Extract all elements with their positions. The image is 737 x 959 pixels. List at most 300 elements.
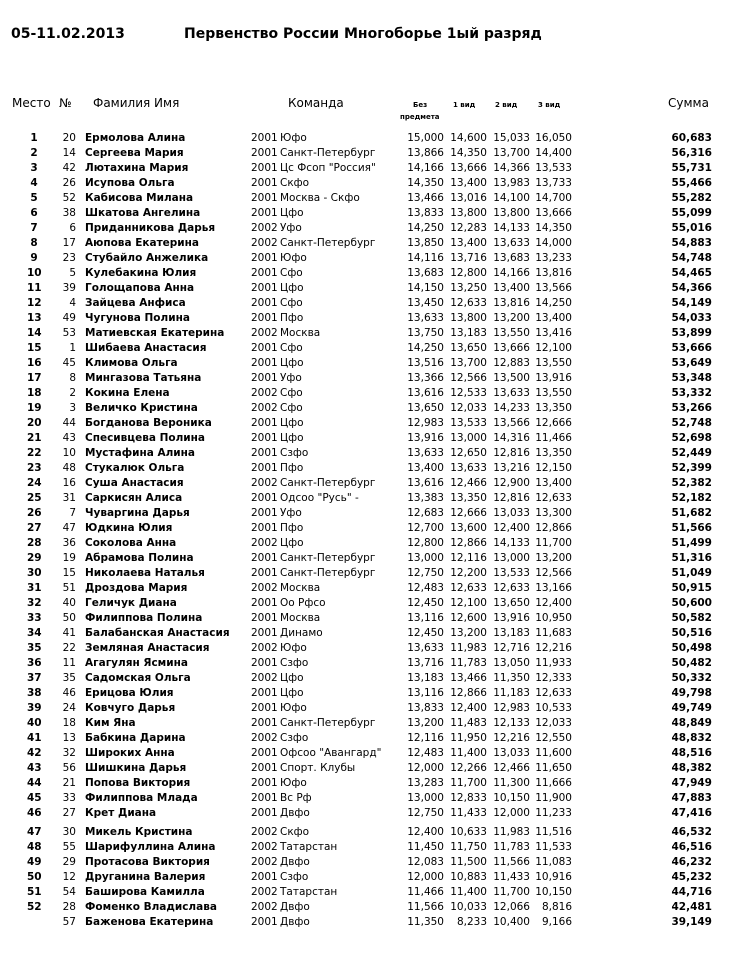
place-cell: 46 <box>27 807 42 819</box>
birth-year-cell: 2001 <box>251 267 278 279</box>
no-apparatus-score-cell: 12,750 <box>407 567 444 579</box>
no-apparatus-score-cell: 13,850 <box>407 237 444 249</box>
place-cell: 9 <box>30 252 38 264</box>
table-row <box>0 146 737 161</box>
place-cell: 43 <box>27 762 42 774</box>
event1-score-cell: 12,266 <box>450 762 487 774</box>
place-cell: 17 <box>27 372 42 384</box>
team-cell: Пфо <box>280 522 304 534</box>
birth-year-cell: 2001 <box>251 207 278 219</box>
birth-year-cell: 2001 <box>251 807 278 819</box>
athlete-name-cell: Баженова Екатерина <box>85 916 214 928</box>
team-cell: Двфо <box>280 916 310 928</box>
birth-year-cell: 2001 <box>251 702 278 714</box>
team-cell: Юфо <box>280 252 307 264</box>
no-apparatus-score-cell: 13,633 <box>407 447 444 459</box>
place-cell: 31 <box>27 582 42 594</box>
athlete-name-cell: Бабкина Дарина <box>85 732 186 744</box>
team-cell: Вс Рф <box>280 792 312 804</box>
event3-score-cell: 12,333 <box>535 672 572 684</box>
birth-year-cell: 2002 <box>251 222 278 234</box>
event3-score-cell: 12,400 <box>535 597 572 609</box>
team-cell: Одсоо "Русь" - <box>280 492 359 504</box>
no-apparatus-score-cell: 13,916 <box>407 432 444 444</box>
place-cell: 49 <box>27 856 42 868</box>
table-row <box>0 491 737 506</box>
total-score-cell: 50,332 <box>671 672 712 684</box>
col-total: Сумма <box>668 96 709 110</box>
team-cell: Цс Фсоп "Россия" <box>280 162 376 174</box>
event3-score-cell: 10,916 <box>535 871 572 883</box>
place-cell: 14 <box>27 327 42 339</box>
table-row <box>0 206 737 221</box>
no-apparatus-score-cell: 12,083 <box>407 856 444 868</box>
bib-number-cell: 16 <box>62 477 76 489</box>
table-row <box>0 461 737 476</box>
event2-score-cell: 14,366 <box>493 162 530 174</box>
event1-score-cell: 12,200 <box>450 567 487 579</box>
event3-score-cell: 12,033 <box>535 717 572 729</box>
event1-score-cell: 13,800 <box>450 312 487 324</box>
place-cell: 8 <box>30 237 38 249</box>
event3-score-cell: 11,533 <box>535 841 572 853</box>
bib-number-cell: 14 <box>62 147 76 159</box>
event3-score-cell: 13,233 <box>535 252 572 264</box>
team-cell: Москва - Скфо <box>280 192 360 204</box>
event1-score-cell: 10,883 <box>450 871 487 883</box>
team-cell: Двфо <box>280 856 310 868</box>
col-team: Команда <box>288 96 344 110</box>
bib-number-cell: 10 <box>62 447 76 459</box>
table-row <box>0 311 737 326</box>
team-cell: Москва <box>280 582 321 594</box>
team-cell: Сфо <box>280 402 303 414</box>
athlete-name-cell: Геличук Диана <box>85 597 177 609</box>
place-cell: 6 <box>30 207 38 219</box>
bib-number-cell: 22 <box>62 642 76 654</box>
event1-score-cell: 11,950 <box>450 732 487 744</box>
col-event2: 2 вид <box>495 101 518 109</box>
bib-number-cell: 3 <box>69 402 76 414</box>
place-cell: 26 <box>27 507 42 519</box>
place-cell: 12 <box>27 297 42 309</box>
birth-year-cell: 2001 <box>251 597 278 609</box>
birth-year-cell: 2001 <box>251 132 278 144</box>
event2-score-cell: 12,633 <box>493 582 530 594</box>
team-cell: Санкт-Петербург <box>280 147 376 159</box>
no-apparatus-score-cell: 14,116 <box>407 252 444 264</box>
table-row <box>0 401 737 416</box>
no-apparatus-score-cell: 12,116 <box>407 732 444 744</box>
event1-score-cell: 11,483 <box>450 717 487 729</box>
no-apparatus-score-cell: 15,000 <box>407 132 444 144</box>
bib-number-cell: 24 <box>62 702 76 714</box>
event1-score-cell: 13,600 <box>450 522 487 534</box>
event3-score-cell: 13,550 <box>535 387 572 399</box>
birth-year-cell: 2001 <box>251 792 278 804</box>
no-apparatus-score-cell: 12,483 <box>407 582 444 594</box>
event-date: 05-11.02.2013 <box>11 26 125 42</box>
event1-score-cell: 13,250 <box>450 282 487 294</box>
event3-score-cell: 12,550 <box>535 732 572 744</box>
event2-score-cell: 13,533 <box>493 567 530 579</box>
no-apparatus-score-cell: 13,200 <box>407 717 444 729</box>
table-row <box>0 251 737 266</box>
event2-score-cell: 11,300 <box>493 777 530 789</box>
table-row <box>0 626 737 641</box>
birth-year-cell: 2002 <box>251 841 278 853</box>
event2-score-cell: 11,183 <box>493 687 530 699</box>
event3-score-cell: 11,700 <box>535 537 572 549</box>
table-row <box>0 900 737 915</box>
place-cell: 47 <box>27 826 42 838</box>
bib-number-cell: 5 <box>69 267 76 279</box>
athlete-name-cell: Протасова Виктория <box>85 856 210 868</box>
place-cell: 33 <box>27 612 42 624</box>
athlete-name-cell: Дроздова Мария <box>85 582 188 594</box>
birth-year-cell: 2001 <box>251 612 278 624</box>
event2-score-cell: 11,700 <box>493 886 530 898</box>
athlete-name-cell: Фоменко Владислава <box>85 901 217 913</box>
team-cell: Санкт-Петербург <box>280 237 376 249</box>
no-apparatus-score-cell: 13,000 <box>407 552 444 564</box>
event1-score-cell: 13,350 <box>450 492 487 504</box>
event3-score-cell: 13,400 <box>535 477 572 489</box>
total-score-cell: 46,232 <box>671 856 712 868</box>
team-cell: Цфо <box>280 207 304 219</box>
athlete-name-cell: Филиппова Млада <box>85 792 198 804</box>
table-row <box>0 731 737 746</box>
total-score-cell: 50,498 <box>671 642 712 654</box>
event3-score-cell: 13,533 <box>535 162 572 174</box>
total-score-cell: 53,332 <box>671 387 712 399</box>
bib-number-cell: 32 <box>62 747 76 759</box>
birth-year-cell: 2001 <box>251 297 278 309</box>
bib-number-cell: 53 <box>62 327 76 339</box>
no-apparatus-score-cell: 13,616 <box>407 387 444 399</box>
event3-score-cell: 13,733 <box>535 177 572 189</box>
total-score-cell: 54,033 <box>671 312 712 324</box>
bib-number-cell: 19 <box>62 552 76 564</box>
athlete-name-cell: Кулебакина Юлия <box>85 267 197 279</box>
event1-score-cell: 13,666 <box>450 162 487 174</box>
total-score-cell: 55,731 <box>671 162 712 174</box>
event2-score-cell: 13,800 <box>493 207 530 219</box>
table-row <box>0 870 737 885</box>
athlete-name-cell: Шишкина Дарья <box>85 762 187 774</box>
birth-year-cell: 2002 <box>251 901 278 913</box>
event2-score-cell: 11,783 <box>493 841 530 853</box>
athlete-name-cell: Спесивцева Полина <box>85 432 205 444</box>
table-row <box>0 716 737 731</box>
athlete-name-cell: Земляная Анастасия <box>85 642 210 654</box>
no-apparatus-score-cell: 13,633 <box>407 642 444 654</box>
table-row <box>0 506 737 521</box>
event2-score-cell: 13,050 <box>493 657 530 669</box>
bib-number-cell: 2 <box>69 387 76 399</box>
total-score-cell: 52,449 <box>671 447 712 459</box>
event2-score-cell: 13,700 <box>493 147 530 159</box>
document-header <box>11 26 727 46</box>
event1-score-cell: 13,716 <box>450 252 487 264</box>
athlete-name-cell: Приданникова Дарья <box>85 222 216 234</box>
total-score-cell: 55,466 <box>671 177 712 189</box>
birth-year-cell: 2002 <box>251 237 278 249</box>
event1-score-cell: 12,633 <box>450 582 487 594</box>
event2-score-cell: 13,033 <box>493 507 530 519</box>
table-row <box>0 596 737 611</box>
event3-score-cell: 13,816 <box>535 267 572 279</box>
bib-number-cell: 31 <box>62 492 76 504</box>
event3-score-cell: 16,050 <box>535 132 572 144</box>
event3-score-cell: 14,400 <box>535 147 572 159</box>
event2-score-cell: 12,400 <box>493 522 530 534</box>
table-row <box>0 386 737 401</box>
place-cell: 40 <box>27 717 42 729</box>
table-row <box>0 776 737 791</box>
event3-score-cell: 13,416 <box>535 327 572 339</box>
place-cell: 15 <box>27 342 42 354</box>
table-row <box>0 611 737 626</box>
no-apparatus-score-cell: 12,700 <box>407 522 444 534</box>
table-row <box>0 761 737 776</box>
birth-year-cell: 2001 <box>251 357 278 369</box>
bib-number-cell: 35 <box>62 672 76 684</box>
event3-score-cell: 12,150 <box>535 462 572 474</box>
team-cell: Сзфо <box>280 657 309 669</box>
total-score-cell: 44,716 <box>671 886 712 898</box>
bib-number-cell: 46 <box>62 687 76 699</box>
no-apparatus-score-cell: 12,450 <box>407 627 444 639</box>
col-event3: 3 вид <box>538 101 561 109</box>
total-score-cell: 45,232 <box>671 871 712 883</box>
event1-score-cell: 13,400 <box>450 237 487 249</box>
place-cell: 7 <box>30 222 38 234</box>
event2-score-cell: 11,433 <box>493 871 530 883</box>
place-cell: 41 <box>27 732 42 744</box>
event1-score-cell: 12,116 <box>450 552 487 564</box>
place-cell: 10 <box>27 267 42 279</box>
bib-number-cell: 57 <box>62 916 76 928</box>
event2-score-cell: 13,566 <box>493 417 530 429</box>
birth-year-cell: 2002 <box>251 672 278 684</box>
table-row <box>0 416 737 431</box>
bib-number-cell: 41 <box>62 627 76 639</box>
birth-year-cell: 2001 <box>251 657 278 669</box>
team-cell: Сфо <box>280 297 303 309</box>
event2-score-cell: 13,183 <box>493 627 530 639</box>
table-row <box>0 581 737 596</box>
no-apparatus-score-cell: 11,450 <box>407 841 444 853</box>
table-row <box>0 840 737 855</box>
total-score-cell: 53,266 <box>671 402 712 414</box>
event3-score-cell: 12,633 <box>535 687 572 699</box>
event3-score-cell: 11,233 <box>535 807 572 819</box>
table-row <box>0 296 737 311</box>
bib-number-cell: 47 <box>62 522 76 534</box>
athlete-name-cell: Кабисова Милана <box>85 192 194 204</box>
event3-score-cell: 11,466 <box>535 432 572 444</box>
birth-year-cell: 2001 <box>251 147 278 159</box>
birth-year-cell: 2001 <box>251 871 278 883</box>
team-cell: Цфо <box>280 357 304 369</box>
total-score-cell: 42,481 <box>671 901 712 913</box>
event3-score-cell: 11,083 <box>535 856 572 868</box>
team-cell: Двфо <box>280 901 310 913</box>
athlete-name-cell: Мингазова Татьяна <box>85 372 202 384</box>
no-apparatus-score-cell: 12,683 <box>407 507 444 519</box>
total-score-cell: 48,849 <box>671 717 712 729</box>
total-score-cell: 56,316 <box>671 147 712 159</box>
event1-score-cell: 12,100 <box>450 597 487 609</box>
place-cell: 21 <box>27 432 42 444</box>
total-score-cell: 54,465 <box>671 267 712 279</box>
table-row <box>0 566 737 581</box>
team-cell: Санкт-Петербург <box>280 717 376 729</box>
total-score-cell: 54,748 <box>671 252 712 264</box>
event1-score-cell: 13,183 <box>450 327 487 339</box>
event1-score-cell: 13,466 <box>450 672 487 684</box>
no-apparatus-score-cell: 13,716 <box>407 657 444 669</box>
birth-year-cell: 2001 <box>251 627 278 639</box>
team-cell: Уфо <box>280 507 302 519</box>
total-score-cell: 53,649 <box>671 357 712 369</box>
athlete-name-cell: Стукалюк Ольга <box>85 462 185 474</box>
bib-number-cell: 28 <box>62 901 76 913</box>
place-cell: 42 <box>27 747 42 759</box>
team-cell: Санкт-Петербург <box>280 567 376 579</box>
total-score-cell: 48,516 <box>671 747 712 759</box>
no-apparatus-score-cell: 11,466 <box>407 886 444 898</box>
event3-score-cell: 14,250 <box>535 297 572 309</box>
event3-score-cell: 10,533 <box>535 702 572 714</box>
athlete-name-cell: Чугунова Полина <box>85 312 190 324</box>
birth-year-cell: 2001 <box>251 342 278 354</box>
bib-number-cell: 38 <box>62 207 76 219</box>
event1-score-cell: 11,750 <box>450 841 487 853</box>
no-apparatus-score-cell: 13,400 <box>407 462 444 474</box>
event1-score-cell: 11,983 <box>450 642 487 654</box>
no-apparatus-score-cell: 13,116 <box>407 687 444 699</box>
event2-score-cell: 12,716 <box>493 642 530 654</box>
table-row <box>0 825 737 840</box>
event3-score-cell: 14,000 <box>535 237 572 249</box>
event1-score-cell: 12,650 <box>450 447 487 459</box>
bib-number-cell: 6 <box>69 222 76 234</box>
place-cell: 39 <box>27 702 42 714</box>
birth-year-cell: 2001 <box>251 462 278 474</box>
table-row <box>0 806 737 821</box>
table-row <box>0 476 737 491</box>
table-row <box>0 915 737 930</box>
bib-number-cell: 30 <box>62 826 76 838</box>
team-cell: Санкт-Петербург <box>280 552 376 564</box>
event3-score-cell: 13,566 <box>535 282 572 294</box>
birth-year-cell: 2002 <box>251 642 278 654</box>
event1-score-cell: 11,500 <box>450 856 487 868</box>
place-cell: 3 <box>30 162 38 174</box>
athlete-name-cell: Стубайло Анжелика <box>85 252 209 264</box>
athlete-name-cell: Лютахина Мария <box>85 162 189 174</box>
birth-year-cell: 2001 <box>251 417 278 429</box>
total-score-cell: 50,482 <box>671 657 712 669</box>
event3-score-cell: 13,350 <box>535 447 572 459</box>
event1-score-cell: 12,400 <box>450 702 487 714</box>
event3-score-cell: 14,350 <box>535 222 572 234</box>
no-apparatus-score-cell: 12,400 <box>407 826 444 838</box>
place-cell: 2 <box>30 147 38 159</box>
athlete-name-cell: Ерицова Юлия <box>85 687 174 699</box>
event3-score-cell: 13,666 <box>535 207 572 219</box>
no-apparatus-score-cell: 13,116 <box>407 612 444 624</box>
birth-year-cell: 2001 <box>251 282 278 294</box>
place-cell: 16 <box>27 357 42 369</box>
place-cell: 1 <box>30 132 38 144</box>
bib-number-cell: 12 <box>62 871 76 883</box>
team-cell: Цфо <box>280 672 304 684</box>
col-place: Место <box>12 96 51 110</box>
bib-number-cell: 7 <box>69 507 76 519</box>
event1-score-cell: 12,633 <box>450 297 487 309</box>
document-title: Первенство России Многоборье 1ый разряд <box>184 26 542 42</box>
bib-number-cell: 8 <box>69 372 76 384</box>
event2-score-cell: 13,916 <box>493 612 530 624</box>
birth-year-cell: 2001 <box>251 717 278 729</box>
total-score-cell: 46,516 <box>671 841 712 853</box>
bib-number-cell: 42 <box>62 162 76 174</box>
total-score-cell: 55,016 <box>671 222 712 234</box>
total-score-cell: 51,682 <box>671 507 712 519</box>
table-row <box>0 791 737 806</box>
event1-score-cell: 12,033 <box>450 402 487 414</box>
event3-score-cell: 10,150 <box>535 886 572 898</box>
total-score-cell: 60,683 <box>671 132 712 144</box>
no-apparatus-score-cell: 14,350 <box>407 177 444 189</box>
total-score-cell: 47,883 <box>671 792 712 804</box>
event3-score-cell: 11,683 <box>535 627 572 639</box>
no-apparatus-score-cell: 11,350 <box>407 916 444 928</box>
athlete-name-cell: Мустафина Алина <box>85 447 195 459</box>
table-row <box>0 131 737 146</box>
place-cell: 24 <box>27 477 42 489</box>
table-row <box>0 885 737 900</box>
athlete-name-cell: Сергеева Мария <box>85 147 184 159</box>
event1-score-cell: 8,233 <box>456 916 487 928</box>
athlete-name-cell: Абрамова Полина <box>85 552 194 564</box>
birth-year-cell: 2002 <box>251 327 278 339</box>
table-row <box>0 446 737 461</box>
athlete-name-cell: Аюпова Екатерина <box>85 237 199 249</box>
bib-number-cell: 20 <box>62 132 76 144</box>
no-apparatus-score-cell: 12,983 <box>407 417 444 429</box>
bib-number-cell: 45 <box>62 357 76 369</box>
event1-score-cell: 12,600 <box>450 612 487 624</box>
birth-year-cell: 2002 <box>251 826 278 838</box>
bib-number-cell: 11 <box>62 657 76 669</box>
event1-score-cell: 12,533 <box>450 387 487 399</box>
event1-score-cell: 11,400 <box>450 747 487 759</box>
table-row <box>0 356 737 371</box>
event1-score-cell: 11,400 <box>450 886 487 898</box>
event3-score-cell: 11,650 <box>535 762 572 774</box>
event1-score-cell: 12,866 <box>450 687 487 699</box>
team-cell: Спорт. Клубы <box>280 762 356 774</box>
event2-score-cell: 12,900 <box>493 477 530 489</box>
no-apparatus-score-cell: 12,483 <box>407 747 444 759</box>
place-cell: 36 <box>27 657 42 669</box>
total-score-cell: 53,666 <box>671 342 712 354</box>
place-cell: 29 <box>27 552 42 564</box>
